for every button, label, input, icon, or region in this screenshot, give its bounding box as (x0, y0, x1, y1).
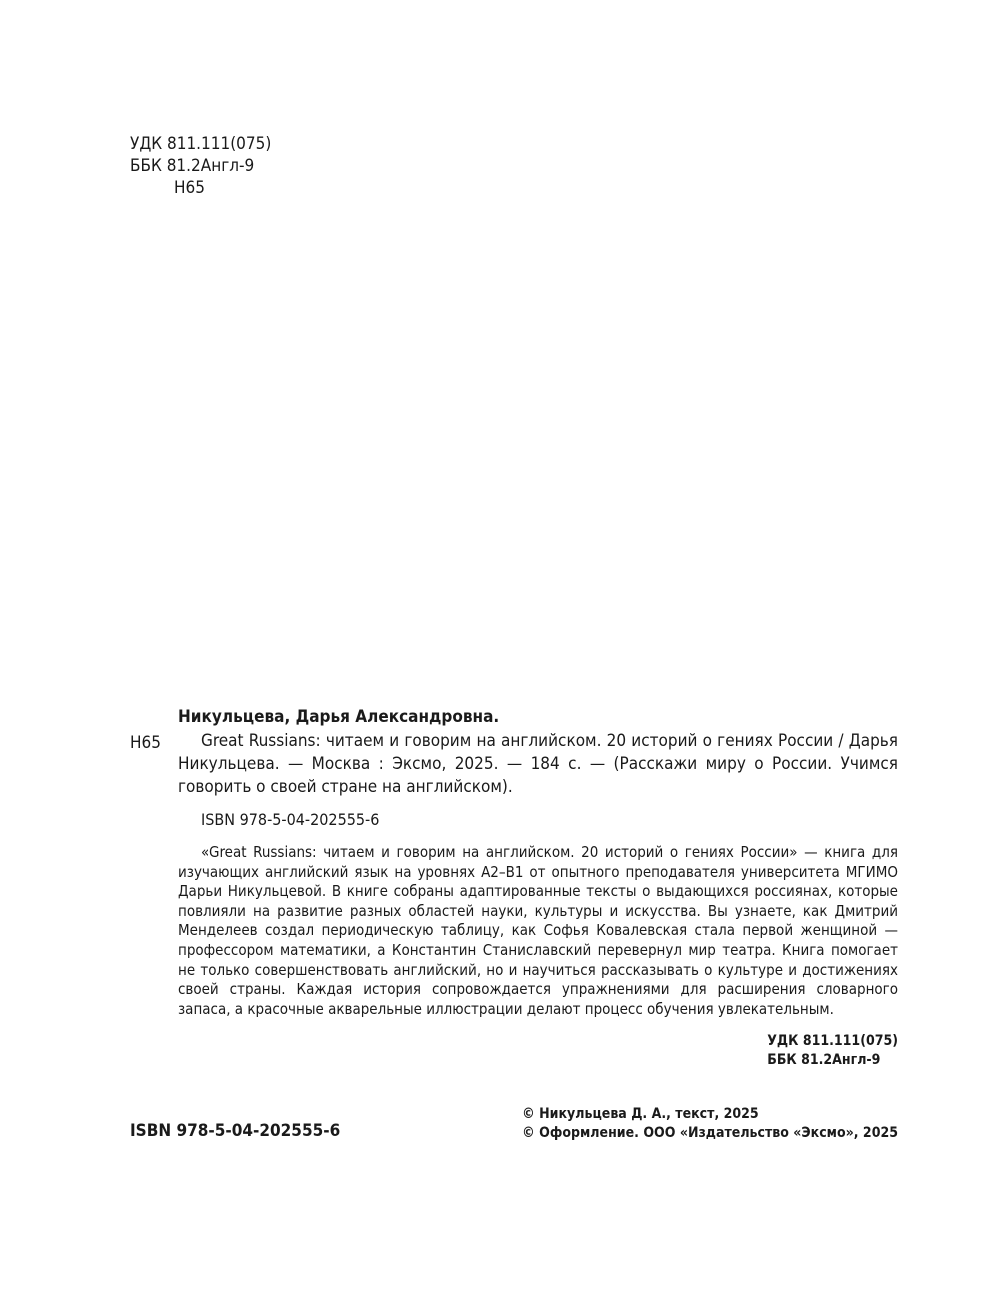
bbk-code: ББК 81.2Англ-9 (130, 156, 255, 176)
udk-code: УДК 811.111(075) (130, 134, 272, 154)
title-entry (178, 730, 898, 799)
copyright-design: © Оформление. ООО «Издательство «Эксмо», 2025 (522, 1125, 898, 1141)
record-classification-codes (767, 1032, 898, 1070)
copyright-text: © Никульцева Д. А., текст, 2025 (522, 1106, 759, 1122)
author-sign: Н65 (174, 178, 205, 198)
footer-isbn: ISBN 978-5-04-202555-6 (130, 1121, 341, 1141)
record-author-sign: Н65 (130, 733, 161, 753)
author-name: Никульцева, Дарья Александровна. (178, 707, 500, 727)
record-udk: УДК 811.111(075) (767, 1033, 898, 1049)
title-entry-text: Great Russians: читаем и говорим на английском. 20 историй о гениях России / Дарья Никульцева. — Москва : Эксмо, 2025. — 184 с. — (Расскажи миру о России. Учимся говорить о своей стране на английском). (178, 731, 898, 797)
record-isbn: ISBN 978-5-04-202555-6 (201, 810, 380, 829)
annotation: «Great Russians: читаем и говорим на английском. 20 историй о гениях России» — книга для изучающих английский язык на уровнях A2–B1 от опытного преподавателя университета МГИМО Дарьи Никульцевой. В книге собраны адаптированные тексты о выдающихся россиянах, которые повлияли на развитие разных областей науки, культуры и искусства. Вы узнаете, как Дмитрий Менделеев создал периодическую таблицу, как Софья Ковалевская стала первой женщиной — профессором математики, а Константин Станиславский перевернул мир театра. Книга помогает не только совершенствовать английский, но и научиться рассказывать о культуре и достижениях своей страны. Каждая история сопровождается упражнениями для расширения словарного запаса, а красочные акварельные иллюстрации делают процесс обучения увлекательным. (178, 843, 898, 1018)
top-classification-codes (130, 133, 271, 199)
record-bbk: ББК 81.2Англ-9 (767, 1052, 881, 1068)
copyright-block (522, 1105, 898, 1143)
